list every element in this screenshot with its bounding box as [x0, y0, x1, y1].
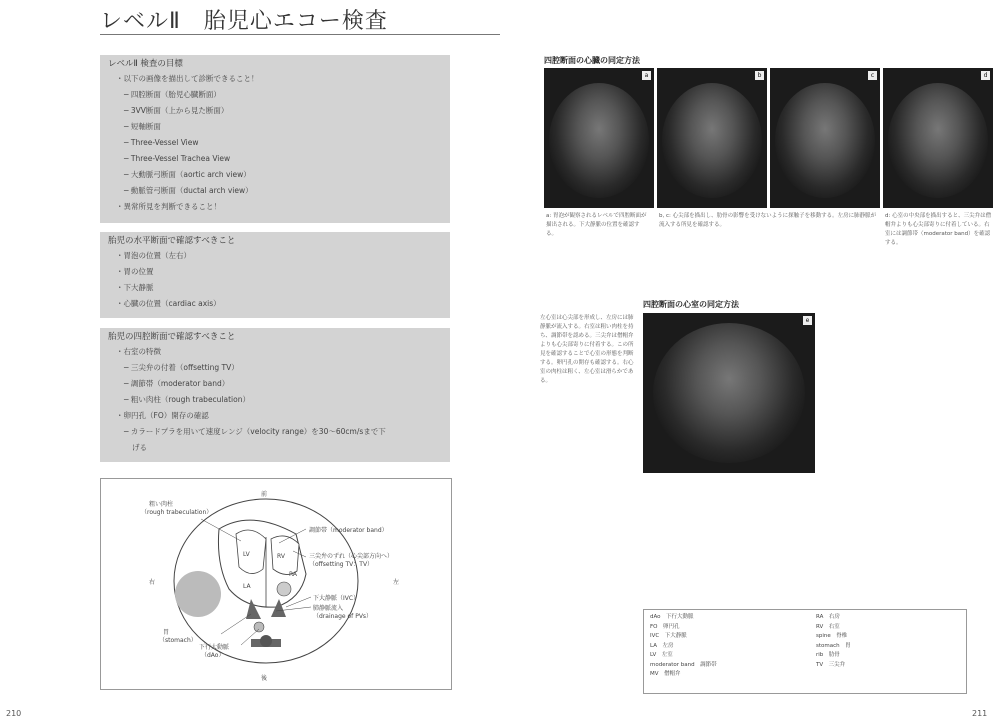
- label-rough-en: （rough trabeculation）: [141, 509, 213, 516]
- label-lv: LV: [243, 551, 250, 558]
- section-four-chamber-ventricle: 四腔断面の心室の同定方法: [643, 300, 739, 309]
- heart-diagram: [100, 478, 452, 690]
- caption-d: d: 心室の中央部を描出すると、三尖弁は僧帽弁よりも心尖部寄りに付着している。右室には調節帯（moderator band）を確認する。: [885, 213, 992, 246]
- legend-entry: dAo 下行大動脈: [650, 614, 694, 620]
- horizontal-item: ・胃の位置: [116, 267, 154, 276]
- label-stomach-en: （stomach）: [159, 637, 197, 644]
- label-posterior: 後: [261, 675, 268, 682]
- four-chamber-box: [100, 328, 450, 462]
- side-text: 左心室は心尖部を形成し、左房には肺静脈が流入する。右室は粗い肉柱を持ち、調節帯を認める。三尖弁は僧帽弁よりも心尖部寄りに付着する。この所見を確認することで心室の形態を判断する。卵円孔の開存も確認する。右心室の肉柱は粗く、左心室は滑らかである。: [540, 315, 634, 384]
- label-stomach: 胃: [163, 629, 170, 636]
- four-chamber-item: ─ 調節帯（moderator band）: [124, 379, 230, 388]
- four-chamber-item: ─ カラードプラを用いて速度レンジ（velocity range）を30～60cm/sまで下: [124, 427, 386, 436]
- image-badge: c: [868, 71, 877, 80]
- label-right: 右: [149, 579, 156, 586]
- four-chamber-item: ─ 三尖弁の付着（offsetting TV）: [124, 363, 239, 372]
- goals-item: ─ Three-Vessel View: [124, 138, 199, 147]
- goals-item: ─ 3VV断面（上から見た断面）: [124, 106, 229, 115]
- goals-item: ・以下の画像を描出して診断できること！: [116, 74, 259, 83]
- four-chamber-item: げる: [132, 443, 147, 452]
- goals-item: ─ 動脈管弓断面（ductal arch view）: [124, 186, 253, 195]
- legend-entry: IVC 下大静脈: [650, 633, 687, 639]
- ultrasound-image-e: [643, 313, 815, 473]
- caption-a: a: 胃泡が観察されるレベルで四腔断面が描出される。下大静脈の位置を確認する。: [546, 213, 647, 237]
- page-number-right: 211: [972, 709, 988, 718]
- ultrasound-image-b: [657, 68, 767, 208]
- image-badge: b: [755, 71, 764, 80]
- label-pv: 肺静脈流入: [313, 605, 344, 612]
- horizontal-item: ・心臓の位置（cardiac axis）: [116, 299, 221, 308]
- legend-entry: rib 肋骨: [816, 652, 840, 658]
- label-offset-en: （offsetting TV：TV）: [309, 561, 374, 568]
- horizontal-item: ・下大静脈: [116, 283, 154, 292]
- label-rv: RV: [277, 553, 285, 560]
- goals-item: ・異常所見を判断できること！: [116, 202, 221, 211]
- legend-entry: RV 右室: [816, 623, 840, 630]
- legend-entry: spine 脊椎: [816, 633, 848, 639]
- image-badge: e: [803, 316, 812, 325]
- label-ivc: 下大静脈（IVC）: [313, 595, 360, 602]
- caption-bc: b, c: 心尖部を描出し、肋骨の影響を受けないように探触子を移動する。左房に肺静脈が流入する所見を確認する。: [659, 213, 877, 228]
- legend-entry: stomach 胃: [816, 642, 851, 649]
- label-moderator: 調節帯（moderator band）: [309, 527, 388, 534]
- four-chamber-item: ─ 粗い肉柱（rough trabeculation）: [124, 395, 250, 404]
- legend-right-column: [816, 613, 851, 670]
- goals-item: ─ 四腔断面（胎児心臓断面）: [124, 90, 221, 99]
- horizontal-item: ・胃泡の位置（左右）: [116, 251, 191, 260]
- goals-box: [100, 55, 450, 223]
- ultrasound-image-a: [544, 68, 654, 208]
- section-four-chamber-heart: 四腔断面の心臓の同定方法: [544, 56, 640, 65]
- page-number-left: 210: [6, 709, 22, 718]
- legend-left-column: [650, 613, 717, 680]
- legend-entry: RA 右房: [816, 614, 840, 620]
- goals-item: ─ 短軸断面: [124, 122, 161, 131]
- image-badge: a: [642, 71, 651, 80]
- label-desc-ao: 下行大動脈: [199, 644, 230, 651]
- four-chamber-item: ・右室の特徴: [116, 347, 161, 356]
- four-chamber-heading: 胎児の四腔断面で確認すべきこと: [108, 332, 236, 342]
- ultrasound-image-d: [883, 68, 993, 208]
- legend-entry: FO 卵円孔: [650, 623, 680, 630]
- label-ra: RA: [289, 571, 298, 578]
- legend-entry: LA 左房: [650, 642, 674, 649]
- page-title: レベルⅡ 胎児心エコー検査: [100, 9, 388, 34]
- goals-heading: レベルⅡ 検査の目標: [108, 59, 183, 69]
- label-offset: 三尖弁のずれ（心尖部方向へ）: [309, 553, 394, 560]
- abbreviation-legend: [643, 609, 967, 694]
- legend-entry: MV 僧帽弁: [650, 671, 681, 677]
- goals-item: ─ Three-Vessel Trachea View: [124, 154, 231, 163]
- title-rule: [100, 34, 500, 35]
- label-desc-ao-en: （dAo）: [201, 652, 225, 659]
- label-rough: 粗い肉柱: [149, 501, 174, 508]
- legend-entry: moderator band 調節帯: [650, 661, 717, 668]
- legend-entry: LV 左室: [650, 652, 673, 658]
- label-left: 左: [393, 579, 400, 586]
- goals-item: ─ 大動脈弓断面（aortic arch view）: [124, 170, 251, 179]
- horizontal-section-box: [100, 232, 450, 318]
- label-la: LA: [243, 583, 251, 590]
- label-pv-en: （drainage of PVs）: [313, 613, 373, 620]
- label-anterior: 前: [261, 491, 268, 498]
- legend-entry: TV 三尖弁: [816, 661, 846, 668]
- horizontal-heading: 胎児の水平断面で確認すべきこと: [108, 236, 236, 246]
- four-chamber-item: ・卵円孔（FO）開存の確認: [116, 411, 209, 420]
- ultrasound-image-c: [770, 68, 880, 208]
- image-badge: d: [981, 71, 990, 80]
